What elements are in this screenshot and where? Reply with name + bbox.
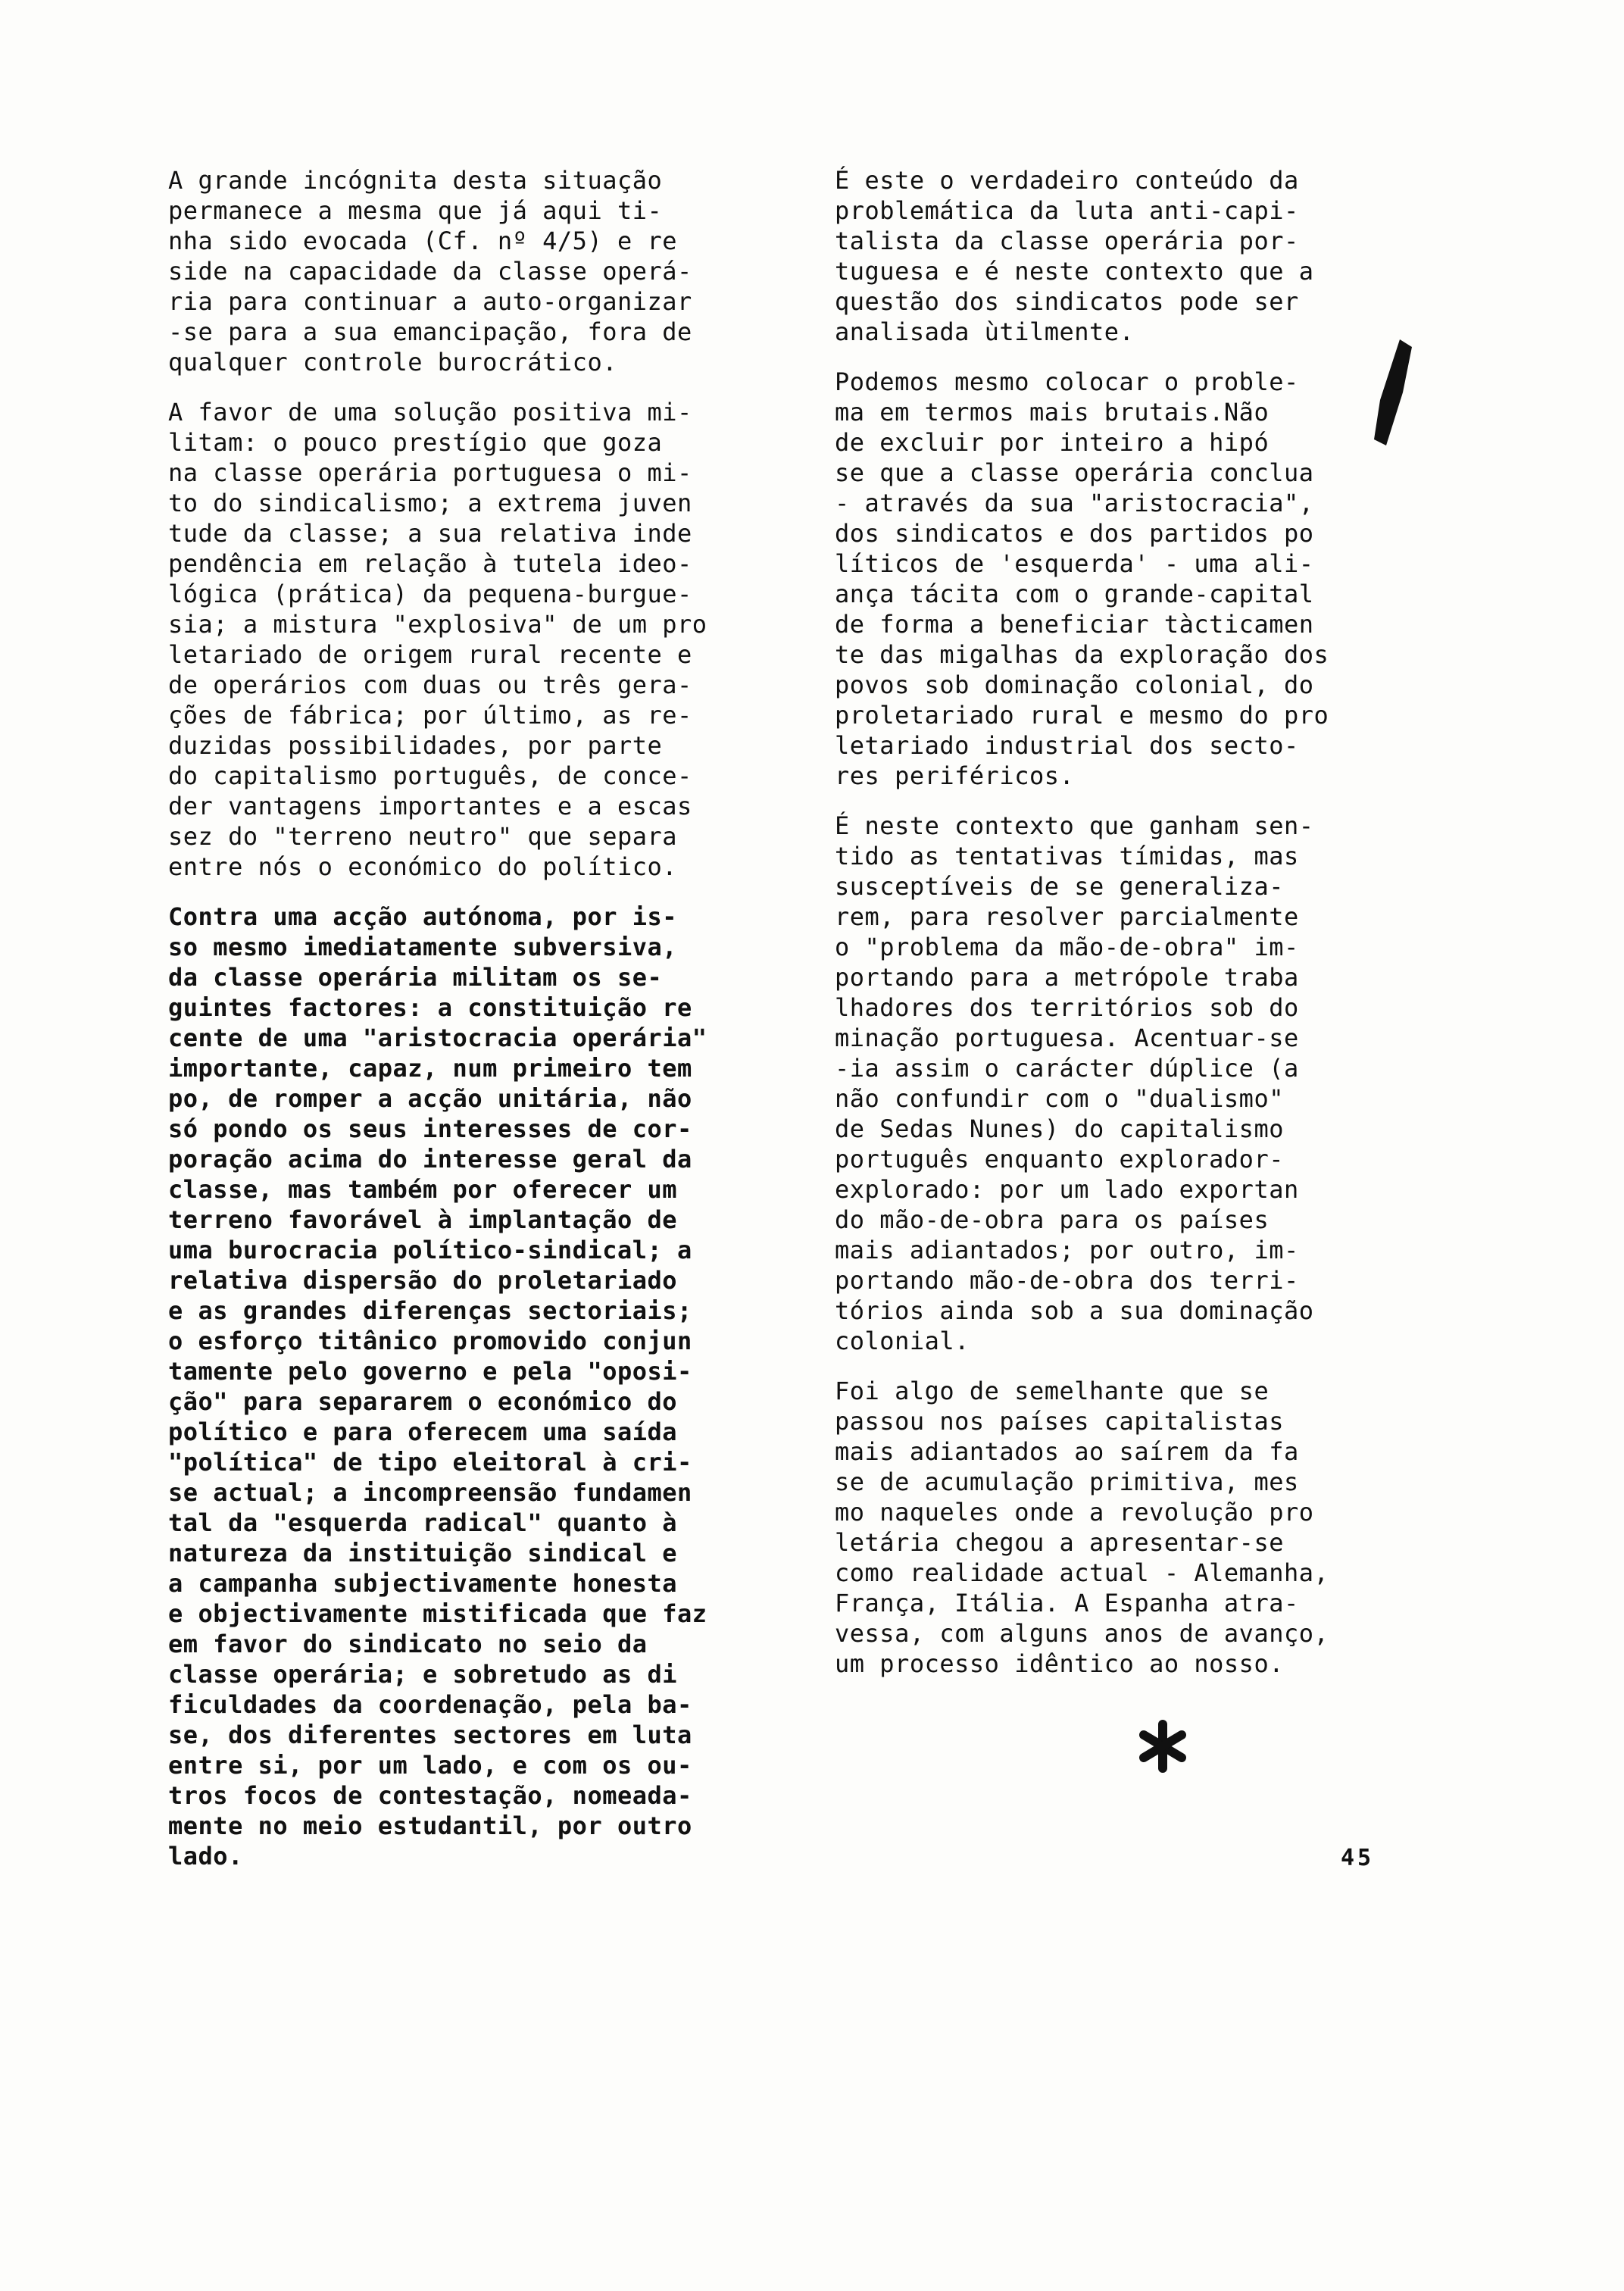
paragraph-right-2: Podemos mesmo colocar o proble- ma em termos mais brutais.Não de excluir por inteiro a hipó se que a classe operária conclua - através da sua "aristocracia", dos sindicatos e dos partidos po líticos de 'esquerda' - uma ali- ança tácita com o grande-capital de forma a beneficiar tàcticamen te das migalhas da exploração dos povos sob dominação colonial, do proletariado rural e mesmo do pro letariado industrial dos secto- res periféricos. bbox=[835, 367, 1329, 790]
paragraph-left-3: Contra uma acção autónoma, por is- so mesmo imediatamente subversiva, da classe operária militam os se- guintes factores: a constituição re cente de uma "aristocracia operária" importante, capaz, num primeiro tem po, de romper a acção unitária, não só pondo os seus interesses de cor- poração acima do interesse geral da classe, mas também por oferecer um terreno favorável à implantação de uma burocracia político-sindical; a relativa dispersão do proletariado e as grandes diferenças sectoriais; o esforço titânico promovido conjun tamente pelo governo e pela "oposi- ção" para separarem o económico do político e para oferecem uma saída "política" de tipo eleitoral à cri- se actual; a incompreensão fundamen tal da "esquerda radical" quanto à natureza da instituição sindical e a campanha subjectivamente honesta e objectivamente mistificada que faz em favor do sindicato no seio da classe operária; e sobretudo as di ficuldades da coordenação, pela ba- se, dos diferentes sectores em luta entre si, por um lado, e com os ou- tros focos de contestação, nomeada- mente no meio estudantil, por outro lado. bbox=[168, 902, 707, 1871]
paragraph-right-3: É neste contexto que ganham sen- tido as tentativas tímidas, mas susceptíveis de se generaliza- rem, para resolver parcialmente o "problema da mão-de-obra" im- portando para a metrópole traba lhadores dos territórios sob do minação portuguesa. Acentuar-se -ia assim o carácter dúplice (a não confundir com o "dualismo" de Sedas Nunes) do capitalismo português enquanto explorador- explorado: por um lado exportan do mão-de-obra para os países mais adiantados; por outro, im- portando mão-de-obra dos terri- tórios ainda sob a sua dominação colonial. bbox=[835, 811, 1314, 1355]
ink-smudge-mark bbox=[1369, 339, 1412, 445]
right-column bbox=[835, 165, 1456, 1699]
asterisk-icon bbox=[1136, 1720, 1189, 1773]
page-number: 45 bbox=[1341, 1845, 1375, 1871]
left-column bbox=[168, 165, 820, 1891]
paragraph-left-2: A favor de uma solução positiva mi- litam: o pouco prestígio que goza na classe operária portuguesa o mi- to do sindicalismo; a extrema juven tude da classe; a sua relativa inde pendência em relação à tutela ideo- lógica (prática) da pequena-burgue- sia; a mistura "explosiva" de um pro letariado de origem rural recente e de operários com duas ou três gera- ções de fábrica; por último, as re- duzidas possibilidades, por parte do capitalismo português, de conce- der vantagens importantes e a escas sez do "terreno neutro" que separa entre nós o económico do político. bbox=[168, 398, 707, 881]
paragraph-left-1: A grande incógnita desta situação permanece a mesma que já aqui ti- nha sido evocada (Cf. nº 4/5) e re side na capacidade da classe operá- ria para continuar a auto-organizar -se para a sua emancipação, fora de qualquer controle burocrático. bbox=[168, 166, 692, 377]
paragraph-right-4: Foi algo de semelhante que se passou nos países capitalistas mais adiantados ao saírem da fa se de acumulação primitiva, mes mo naqueles onde a revolução pro letária chegou a apresentar-se como realidade actual - Alemanha, França, Itália. A Espanha atra- vessa, com alguns anos de avanço, um processo idêntico ao nosso. bbox=[835, 1377, 1329, 1678]
paragraph-right-1: É este o verdadeiro conteúdo da problemática da luta anti-capi- talista da classe operária por- tuguesa e é neste contexto que a questão dos sindicatos pode ser analisada ùtilmente. bbox=[835, 166, 1314, 346]
